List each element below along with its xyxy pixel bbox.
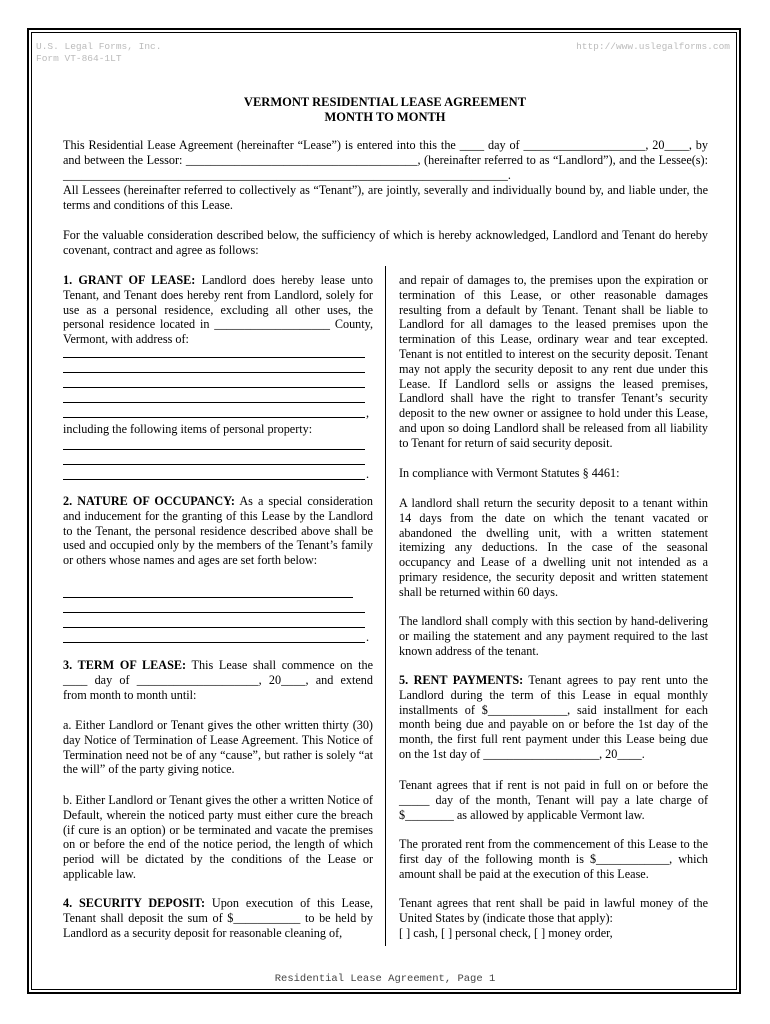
section-nature-of-occupancy (63, 494, 373, 568)
statute-reference: In compliance with Vermont Statutes § 4461: (399, 466, 620, 480)
section-heading: 1. GRANT OF LEASE: (63, 273, 196, 287)
page-footer: Residential Lease Agreement, Page 1 (274, 973, 496, 985)
document-title: VERMONT RESIDENTIAL LEASE AGREEMENT (243, 95, 527, 109)
section-text: This Lease shall commence on the ____ day of ____________________, 20____, and extend from month to month until: (63, 658, 373, 702)
section-rent-payments (399, 673, 708, 762)
personal-property-label: including the following items of personal property: (63, 422, 313, 436)
consideration-paragraph: For the valuable consideration described below, the sufficiency of which is hereby acknowledged, Landlord and Tenant do hereby covenant, contract and agree as follows: (63, 228, 708, 257)
section-grant-of-lease (63, 273, 373, 347)
column-divider (385, 266, 386, 946)
section-term-of-lease (63, 658, 373, 702)
occupant-period: . (366, 630, 370, 644)
address-line-1[interactable] (63, 357, 365, 358)
statute-delivery-paragraph: The landlord shall comply with this section by hand-delivering or mailing the statement and any payment required to the last known address of the tenant. (399, 614, 708, 658)
occupant-line-4[interactable] (63, 642, 365, 643)
occupant-line-2[interactable] (63, 612, 365, 613)
form-number: Form VT-864-1LT (36, 53, 122, 64)
section-heading: 4. SECURITY DEPOSIT: (63, 896, 206, 910)
address-line-5[interactable] (63, 417, 365, 418)
statute-return-paragraph: A landlord shall return the security deposit to a tenant within 14 days from the date on which the tenant vacated or abandoned the dwelling unit, with a written statement itemizing any deductions. In the case of the seasonal occupancy and Lease of a dwelling unit not intended as a primary residence, the security deposit and written statement shall be returned within 60 days. (399, 496, 708, 599)
security-deposit-continued: and repair of damages to, the premises upon the expiration or termination of this Lease, or other reasonable damages resulting from a default by Tenant. Tenant shall be liable to Landlord for all damages to the leased premises upon the termination of this Lease, ordinary wear and tear excepted. Tenant is not entitled to interest on the security deposit. Tenant may not apply the security deposit to any rent due under this Lease. If Landlord sells or assigns the leased premises, Landlord shall have the right to transfer Tenant’s security deposit to the new owner or assignee to hold under this Lease, and upon so doing Landlord shall be released from all liability to Tenant for return of said security deposit. (399, 273, 708, 450)
late-charge-paragraph: Tenant agrees that if rent is not paid in full on or before the _____ day of the month, Tenant will pay a late charge of $________ as allowed by applicable Vermont law. (399, 778, 708, 822)
section-security-deposit (63, 896, 373, 940)
property-line-1[interactable] (63, 449, 365, 450)
form-source-header (36, 41, 161, 65)
address-line-2[interactable] (63, 372, 365, 373)
document-subtitle: MONTH TO MONTH (324, 110, 446, 124)
prorated-rent-paragraph: The prorated rent from the commencement of this Lease to the first day of the following month is $____________, which amount shall be paid at the execution of this Lease. (399, 837, 708, 881)
publisher-name: U.S. Legal Forms, Inc. (36, 41, 162, 52)
section-text: Landlord does hereby lease unto Tenant, and Tenant does hereby rent from Landlord, solely for use as a personal residence, excluding all other uses, the personal residence located in ___________________ County, Vermont, with address of: (63, 273, 373, 347)
term-clause-a: a. Either Landlord or Tenant gives the other written thirty (30) day Notice of Termination of Lease Agreement. This Notice of Termination need not be of any “cause”, but rather is solely “at the will” of the party giving notice. (63, 718, 373, 777)
property-line-3[interactable] (63, 479, 365, 480)
section-heading: 5. RENT PAYMENTS: (399, 673, 524, 687)
section-text: Tenant agrees to pay rent unto the Landlord during the term of this Lease in equal monthly installments of $_____________, said installment for each month being due and payable on or before the 1st day of the month, the first full rent payment under this Lease being due on the 1st day of ___________________, 20____. (399, 673, 708, 761)
payment-method-paragraph: Tenant agrees that rent shall be paid in lawful money of the United States by (indicate those that apply): (399, 896, 708, 925)
intro-paragraph: This Residential Lease Agreement (hereinafter “Lease”) is entered into this the ____ day of ____________________, 20____, by and between the Lessor: ______________________________________, (hereinafter referred to as “Landlord”), and the Lessee(s): _________________________________________________________________________. (63, 138, 708, 182)
section-text: As a special consideration and inducement for the granting of this Lease by the Landlord to the Tenant, the personal residence described above shall be used and occupied only by the members of the Tenant’s family or others whose names and ages are set forth below: (63, 494, 373, 568)
term-clause-b: b. Either Landlord or Tenant gives the other a written Notice of Default, wherein the noticed party must either cure the breach (if cure is an option) or be terminated and vacate the premises on or before the end of the notice period, the length of which period will be dictated by the conditions of the Lease or applicable law. (63, 793, 373, 881)
address-line-4[interactable] (63, 402, 365, 403)
occupant-line-1[interactable] (63, 597, 353, 598)
address-comma: , (366, 406, 370, 420)
lessees-paragraph: All Lessees (hereinafter referred to collectively as “Tenant”), are jointly, severally and individually bound by, and liable under, the terms and conditions of this Lease. (63, 183, 708, 212)
source-url: http://www.uslegalforms.com (576, 41, 730, 52)
section-heading: 2. NATURE OF OCCUPANCY: (63, 494, 235, 508)
property-period: . (366, 467, 370, 481)
section-text: Upon execution of this Lease, Tenant shall deposit the sum of $___________ to be held by Landlord as a security deposit for reasonable cleaning of, (63, 896, 373, 940)
address-line-3[interactable] (63, 387, 365, 388)
payment-method-options[interactable]: [ ] cash, [ ] personal check, [ ] money order, (399, 926, 613, 940)
occupant-line-3[interactable] (63, 627, 365, 628)
section-heading: 3. TERM OF LEASE: (63, 658, 187, 672)
property-line-2[interactable] (63, 464, 365, 465)
